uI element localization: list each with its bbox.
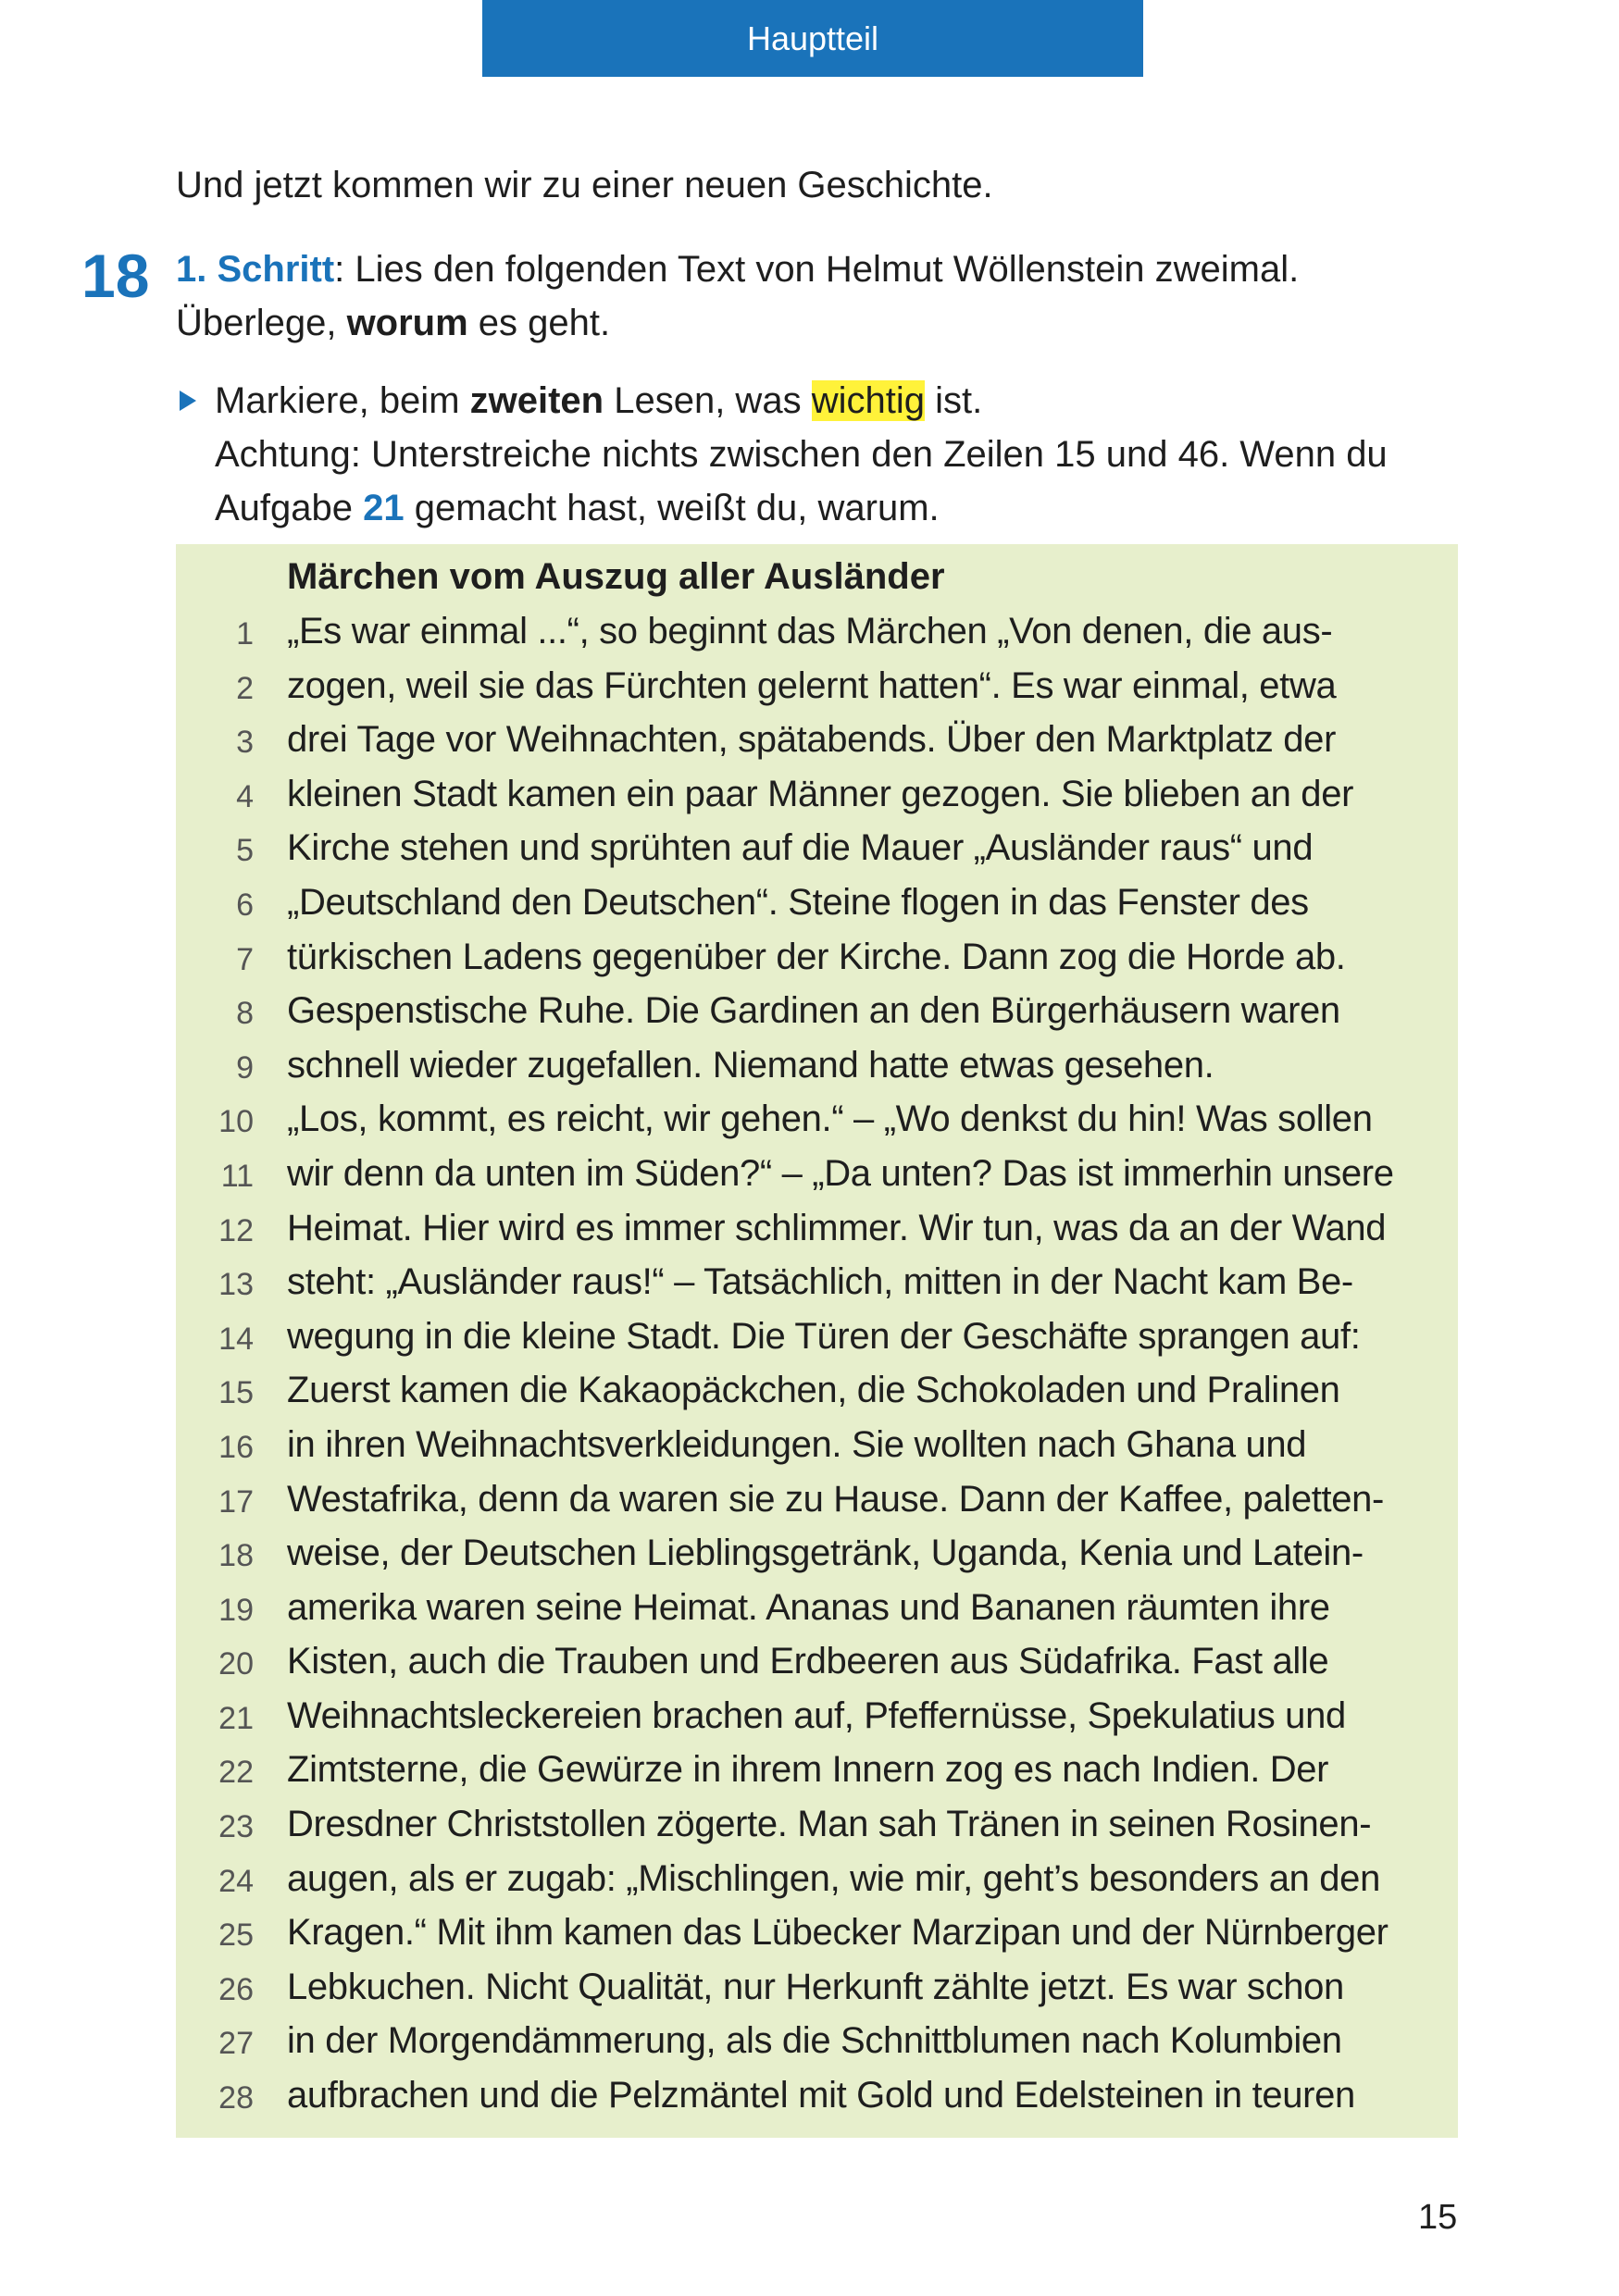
line-text: Westafrika, denn da waren sie zu Hause. Dann der Kaffee, paletten-: [287, 1478, 1385, 1520]
instruction-line-3: [176, 481, 1490, 535]
line-text: Heimat. Hier wird es immer schlimmer. Wir tun, was da an der Wand: [287, 1207, 1387, 1248]
story-title: Märchen vom Auszug aller Ausländer: [287, 556, 945, 597]
line-number: 19: [218, 1592, 254, 1628]
triangle-bullet-icon: [180, 391, 196, 411]
story-line: [176, 1587, 1458, 1642]
line-text: Kirche stehen und sprühten auf die Mauer „Ausländer raus“ und: [287, 827, 1314, 869]
line-text: kleinen Stadt kamen ein paar Männer gezogen. Sie blieben an der: [287, 773, 1354, 814]
line-number: 23: [218, 1809, 254, 1845]
intro-text: Und jetzt kommen wir zu einer neuen Geschichte.: [176, 165, 993, 205]
story-line: [176, 611, 1458, 665]
line-number: 6: [236, 887, 254, 923]
line-text: Lebkuchen. Nicht Qualität, nur Herkunft zählte jetzt. Es war schon: [287, 1966, 1344, 2007]
line-text: Zimtsterne, die Gewürze in ihrem Innern zog es nach Indien. Der: [287, 1749, 1329, 1791]
line-number: 5: [236, 833, 254, 869]
line-number: 20: [218, 1646, 254, 1682]
story-box: [176, 544, 1458, 2138]
line-text: Zuerst kamen die Kakaopäckchen, die Schokoladen und Pralinen: [287, 1370, 1340, 1411]
line-text: aufbrachen und die Pelzmäntel mit Gold und Edelsteinen in teuren: [287, 2075, 1355, 2116]
story-line: [176, 665, 1458, 720]
task-text: [176, 242, 1490, 350]
instruction-line-2: Achtung: Unterstreiche nichts zwischen den Zeilen 15 und 46. Wenn du: [215, 434, 1388, 475]
task-number: 18: [81, 242, 150, 310]
story-line: [176, 1316, 1458, 1371]
instruction-part-1: Markiere, beim: [215, 380, 470, 421]
line-text: Dresdner Christstollen zögerte. Man sah Tränen in seinen Rosinen-: [287, 1804, 1372, 1845]
instruction-bold-word: zweiten: [469, 380, 604, 421]
task-line-2-pre: Überlege,: [176, 303, 347, 343]
section-title: Hauptteil: [746, 19, 879, 57]
line-number: 13: [218, 1267, 254, 1303]
line-text: augen, als er zugab: „Mischlingen, wie mir, geht’s besonders an den: [287, 1857, 1380, 1899]
story-line: [176, 882, 1458, 937]
line-text: Kisten, auch die Trauben und Erdbeeren aus Südafrika. Fast alle: [287, 1641, 1329, 1682]
task-line-2: [176, 296, 1490, 350]
line-text: „Es war einmal ...“, so beginnt das Märchen „Von denen, die aus-: [287, 611, 1333, 652]
line-text: weise, der Deutschen Lieblingsgetränk, Uganda, Kenia und Latein-: [287, 1533, 1364, 1574]
instruction-line-1: [176, 374, 1490, 428]
line-number: 21: [218, 1700, 254, 1736]
line-number: 3: [236, 725, 254, 761]
line-number: 9: [236, 1049, 254, 1086]
story-line: [176, 1695, 1458, 1750]
story-line: [176, 2075, 1458, 2129]
line-number: 26: [218, 1971, 254, 2007]
story-line: [176, 719, 1458, 774]
story-line: [176, 1261, 1458, 1316]
story-line: [176, 1804, 1458, 1858]
line-number: 4: [236, 778, 254, 814]
line-number: 28: [218, 2080, 254, 2116]
story-line: [176, 1749, 1458, 1804]
line-number: 7: [236, 941, 254, 977]
line-text: Weihnachtsleckereien brachen auf, Pfeffernüsse, Spekulatius und: [287, 1694, 1346, 1736]
page-number: 15: [1418, 2198, 1458, 2237]
story-line: [176, 1370, 1458, 1424]
story-line: [176, 2020, 1458, 2075]
story-line: [176, 1533, 1458, 1587]
story-line: [176, 1153, 1458, 1208]
line-text: zogen, weil sie das Fürchten gelernt hatten“. Es war einmal, etwa: [287, 664, 1337, 706]
task-bold-word: worum: [346, 303, 468, 343]
line-number: 12: [218, 1212, 254, 1248]
story-line: [176, 1641, 1458, 1695]
line-number: 18: [218, 1538, 254, 1574]
story-line: [176, 1208, 1458, 1262]
line-text: türkischen Ladens gegenüber der Kirche. Dann zog die Horde ab.: [287, 936, 1346, 977]
story-line: [176, 1424, 1458, 1479]
line-text: „Los, kommt, es reicht, wir gehen.“ – „Wo denkst du hin! Was sollen: [287, 1098, 1373, 1140]
instruction-line-3-pre: Aufgabe: [215, 488, 364, 528]
line-number: 8: [236, 996, 254, 1032]
story-line: [176, 1858, 1458, 1913]
line-text: amerika waren seine Heimat. Ananas und Bananen räumten ihre: [287, 1586, 1330, 1628]
line-text: wir denn da unten im Süden?“ – „Da unten? Das ist immerhin unsere: [287, 1152, 1394, 1194]
line-text: in ihren Weihnachtsverkleidungen. Sie wollten nach Ghana und: [287, 1423, 1307, 1465]
line-number: 1: [236, 616, 254, 652]
story-line: [176, 937, 1458, 991]
line-text: Gespenstische Ruhe. Die Gardinen an den Bürgerhäusern waren: [287, 990, 1340, 1032]
line-text: schnell wieder zugefallen. Niemand hatte etwas gesehen.: [287, 1044, 1214, 1086]
section-header: [482, 0, 1143, 77]
story-line: [176, 1967, 1458, 2021]
line-number: 25: [218, 1917, 254, 1954]
task-line-1: [176, 242, 1490, 296]
story-line: [176, 774, 1458, 828]
line-number: 15: [218, 1375, 254, 1411]
story-line: [176, 1045, 1458, 1099]
line-number: 16: [218, 1429, 254, 1465]
line-number: 22: [218, 1755, 254, 1791]
instruction-part-2: Lesen, was: [604, 380, 812, 421]
line-number: 14: [218, 1321, 254, 1357]
line-number: 10: [218, 1104, 254, 1140]
instruction-block: [176, 374, 1490, 535]
step-label: 1. Schritt: [176, 249, 335, 290]
line-number: 2: [236, 670, 254, 706]
line-number: 27: [218, 2026, 254, 2062]
line-text: Kragen.“ Mit ihm kamen das Lübecker Marzipan und der Nürnberger: [287, 1912, 1389, 1954]
line-text: wegung in die kleine Stadt. Die Türen der Geschäfte sprangen auf:: [287, 1315, 1361, 1357]
task-line-1-rest: : Lies den folgenden Text von Helmut Wöllenstein zweimal.: [334, 249, 1300, 290]
story-line: [176, 990, 1458, 1045]
line-text: steht: „Ausländer raus!“ – Tatsächlich, mitten in der Nacht kam Be-: [287, 1261, 1353, 1303]
line-number: 17: [218, 1483, 254, 1520]
story-line: [176, 1912, 1458, 1967]
story-line: [176, 1098, 1458, 1153]
instruction-part-3: ist.: [924, 380, 983, 421]
line-text: „Deutschland den Deutschen“. Steine flogen in das Fenster des: [287, 881, 1309, 923]
story-line: [176, 827, 1458, 882]
instruction-line-3-post: gemacht hast, weißt du, warum.: [404, 488, 940, 528]
line-text: drei Tage vor Weihnachten, spätabends. Über den Marktplatz der: [287, 719, 1337, 761]
line-text: in der Morgendämmerung, als die Schnittblumen nach Kolumbien: [287, 2020, 1342, 2062]
highlighted-word: wichtig: [811, 380, 925, 421]
task-reference: 21: [363, 488, 405, 528]
story-line: [176, 1479, 1458, 1533]
task-line-2-post: es geht.: [467, 303, 611, 343]
story-lines: [176, 611, 1458, 2129]
line-number: 24: [218, 1863, 254, 1899]
line-number: 11: [220, 1158, 254, 1194]
